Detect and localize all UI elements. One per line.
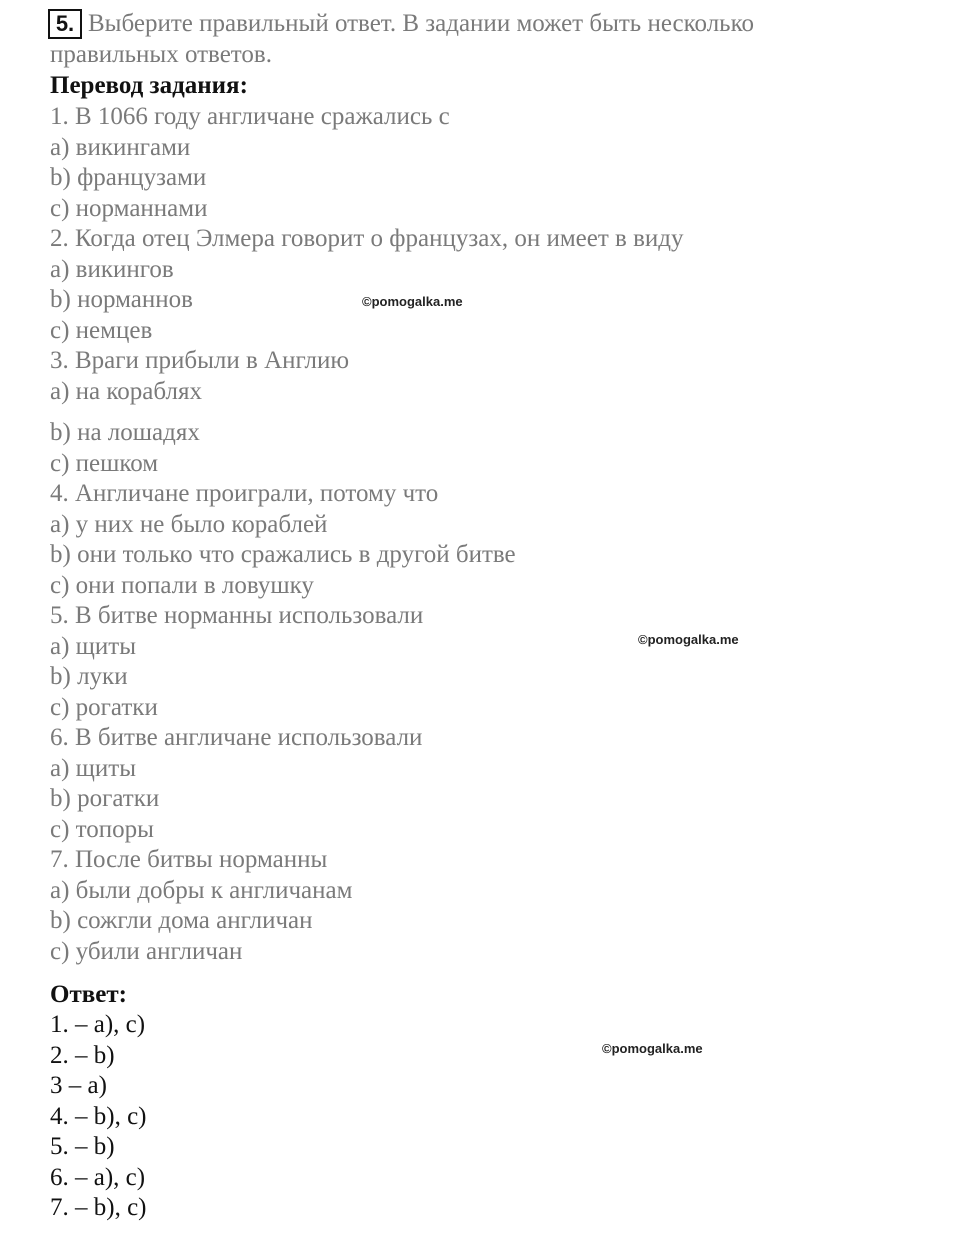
answer-line: 3 – a) [50,1072,107,1099]
option-line: b) сожгли дома англичан [50,907,313,934]
question-line: 6. В битве англичане использовали [50,724,423,751]
task-number-box: 5. [48,9,82,39]
option-line: c) немцев [50,317,153,344]
option-line: c) топоры [50,816,154,843]
question-line: 5. В битве норманны использовали [50,602,424,629]
option-line: a) щиты [50,755,137,782]
answer-heading: Ответ: [50,981,127,1008]
answer-line: 1. – a), c) [50,1011,146,1038]
question-line: 3. Враги прибыли в Англию [50,347,350,374]
option-line: c) они попали в ловушку [50,572,314,599]
answer-line: 7. – b), c) [50,1194,147,1221]
translation-heading: Перевод задания: [50,72,248,99]
answer-line: 5. – b) [50,1133,115,1160]
task-instruction-line2: правильных ответов. [50,41,272,68]
option-line: b) рогатки [50,785,160,812]
option-line: b) норманнов [50,286,193,313]
task-instruction-line1: Выберите правильный ответ. В задании может быть несколько [88,10,754,37]
option-line: a) викингов [50,256,174,283]
option-line: b) французами [50,164,207,191]
option-line: a) щиты [50,633,137,660]
watermark: ©pomogalka.me [638,632,739,647]
option-line: b) они только что сражались в другой битве [50,541,516,568]
answer-line: 6. – a), c) [50,1164,146,1191]
answer-line: 2. – b) [50,1042,115,1069]
answer-line: 4. – b), c) [50,1103,147,1130]
question-line: 1. В 1066 году англичане сражались с [50,103,450,130]
question-line: 7. После битвы норманны [50,846,328,873]
watermark: ©pomogalka.me [602,1041,703,1056]
option-line: c) рогатки [50,694,158,721]
option-line: c) пешком [50,450,159,477]
option-line: a) на кораблях [50,378,202,405]
option-line: a) были добры к англичанам [50,877,353,904]
watermark: ©pomogalka.me [362,294,463,309]
option-line: b) луки [50,663,128,690]
option-line: a) викингами [50,134,191,161]
question-line: 4. Англичане проиграли, потому что [50,480,439,507]
option-line: b) на лошадях [50,419,200,446]
question-line: 2. Когда отец Элмера говорит о французах, он имеет в виду [50,225,684,252]
option-line: a) у них не было кораблей [50,511,328,538]
option-line: c) убили англичан [50,938,243,965]
option-line: c) норманнами [50,195,208,222]
